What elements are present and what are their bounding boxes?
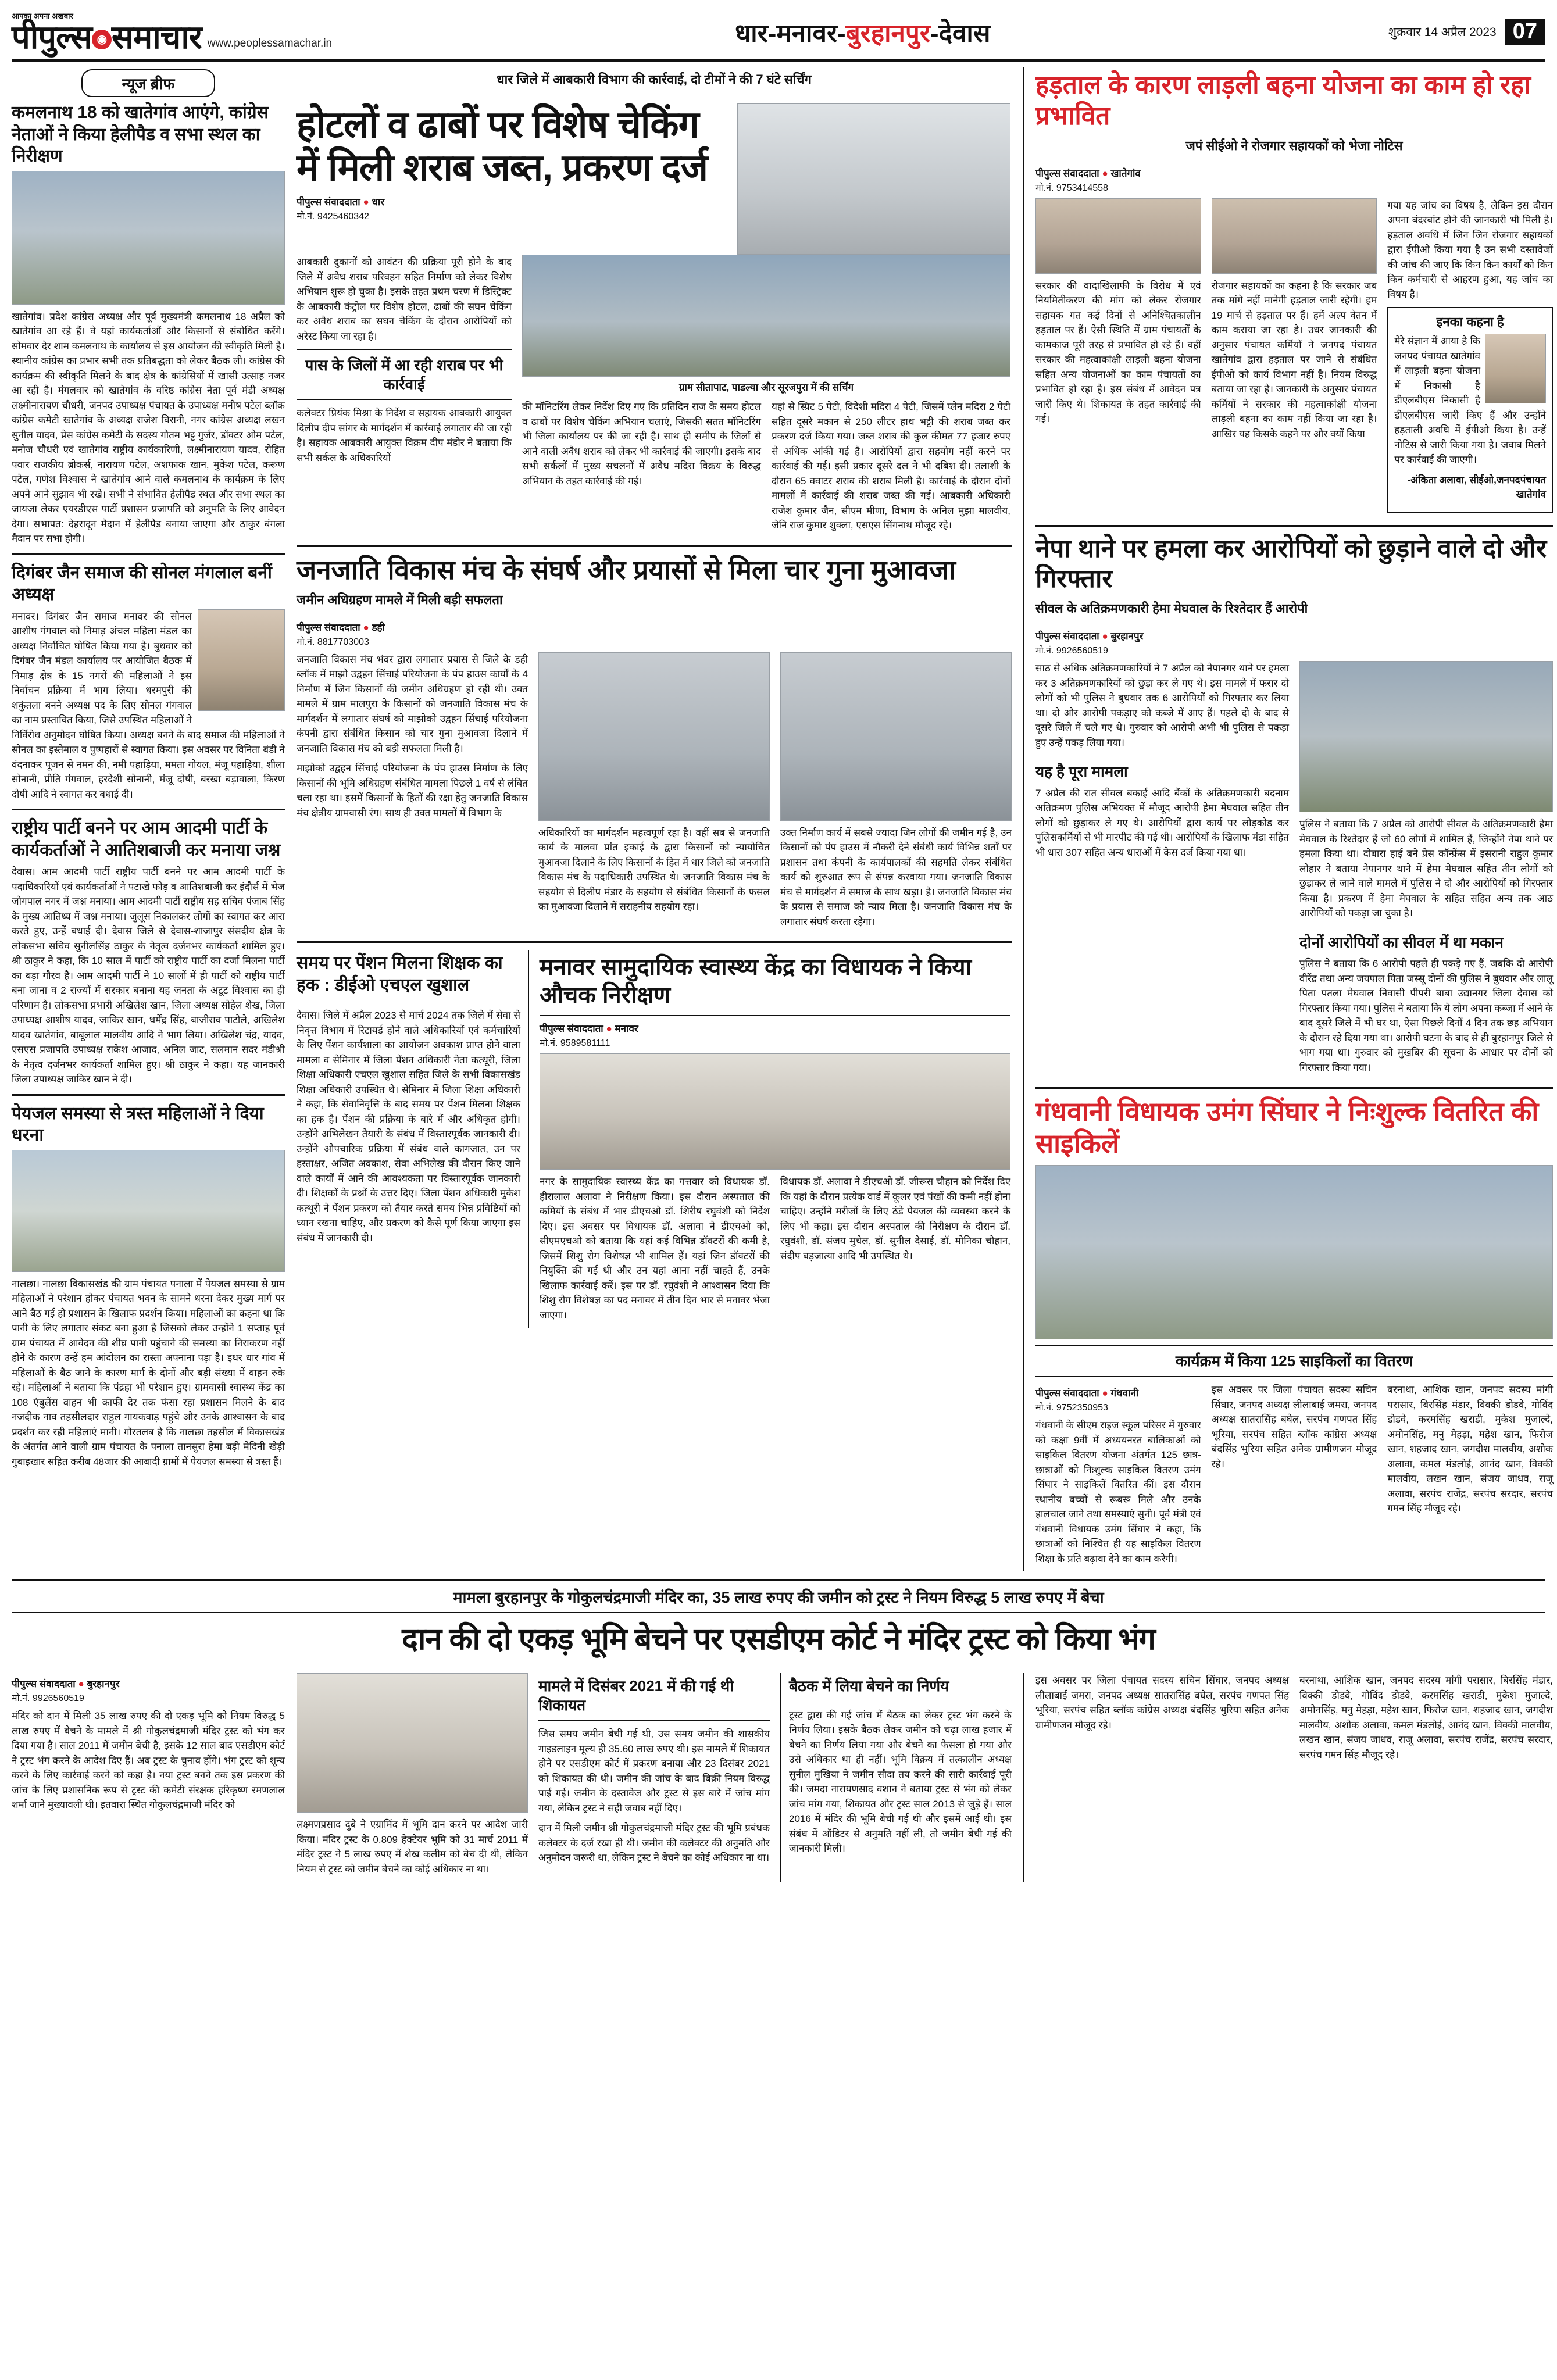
quotebox-sign: -अंकिता अलावा, सीईओ,जनपदपंचायत खातेगांव — [1407, 474, 1546, 501]
story2-mobile: मो.नं. 8817703003 — [297, 637, 369, 647]
right-story3-col1: गंधवानी के सीएम राइज स्कूल परिसर में गुरुवार को कक्षा 9वीं में अध्ययनरत बालिकाओं को साइकिल वितरण योजना अंतर्गत 125 छात्र-छात्राओं को निःशुल्क साइकिल वितरण उमंग सिंघार ने साइकिलें वितरित कीं। इस दौरान स्थानीय बच्चों से रूबरू मिले और उनके हालचाल जाने तथा समस्याएं सुनी। पूर्व मंत्री एवं गंधवानी विधायक उमंग सिंघार ने कहा, कि छात्राओं को निश्चित ही यह साइकिल वितरण शिक्षा के प्रति बढ़ावा देने का काम करेगी। — [1035, 1420, 1201, 1564]
brief2-headline[interactable]: दिगंबर जैन समाज की सोनल मंगलाल बनीं अध्यक्ष — [12, 563, 272, 604]
masthead — [12, 10, 1545, 62]
bottom-section — [12, 1579, 1553, 1882]
lead-photo-caption: ग्राम सीतापाट, पाडल्या और सूरजपुरा में की सर्चिंग — [678, 382, 854, 393]
bottom-sub3-text: ट्रस्ट द्वारा की गई जांच में बैठक का लेकर ट्रस्ट भंग करने के निर्णय लिया। इसके बैठक लेकर जमीन को चढ़ा लाख हजार में बेचने का निर्णय लिया गया और बेचने का फैसला हो गया और उसे अधिकार था ही नहीं। भूमि विक्रय में तत्कालीन अध्यक्ष सुनील मुखिया ने जमीन सौदा तय करने की सारी कार्रवाई पूरी की। जमदा नारायणसाद वशान ने बताया ट्रस्ट से भंग को लेकर जांच मांग गया, शिकायत और ट्रस्ट साल 2013 से जुड़े हैं। साल 2016 में मंदिर की भूमि बेची गई थी और इसमें आई थी। इस संबंध में ऑडिटर से अनुमति नहीं ली, तो जमीन बेची गई की जानकारी मिली। — [789, 1709, 1012, 1854]
brief3-text: देवास। आम आदमी पार्टी राष्ट्रीय पार्टी बनने पर आम आदमी पार्टी के पदाधिकारियों एवं कार्यकर्ताओं ने पटाखे फोड़ व आतिशबाजी कर इंदौर्स में भेज जोगपाल नगर में जश्न मनाया। आम आदमी पार्टी राष्ट्रीय सह सचिव पंजाब सिंह के मुख्य आतिथ्य में जश्न मनाया। जुलूस निकालकर लोगों का स्वागत कर आरा करते हुए, उन्हें बधाई दी। देवास जिले से देवास-शाजापुर संसदीय क्षेत्र के लोकसभा सचिव सुनीलसिंह ठाकुर के नेतृत्व दर्जनभर कार्यकर्ता शामिल हुए। श्री ठाकुर ने कहा, कि 10 साल में पार्टी को राष्ट्रीय पार्टी का दर्जा मिलना पार्टी का बड़ा गौरव है। आम आदमी पार्टी ने 10 सालों में ही पार्टी को राष्ट्रीय पार्टी बना जाना व 2 राज्यों में सरकार बनाना यह जनता के अटूट विश्वास का ही परिणाम है। लोकसभा प्रभारी अखिलेश खान, जिला अध्यक्ष सोहेल शेख, जिला उपाध्यक्ष आशीष यादव, जाकिर खान, धर्मेंद्र सिंह, बाजीराव पाटोले, अखिलेश यादव खातेगांव, बाबूलाल मालवीय आदि ने भाग लिया। अखिलेश चंद्र, यादव, एसएस प्रजापति उपाध्यक्ष राकेश आजाद, अनिल जाट, सलमान सदर मंडीश्री के नेतृत्व दर्जनभर कार्यकर्ता शामिल हुए। श्री ठाकुर ने कहा। यह जानकारी जिला उपाध्यक्ष जाकिर खान ने दी। — [12, 866, 285, 1085]
right-story1-mobile: मो.नं. 9753414558 — [1035, 183, 1108, 193]
story4-photo — [540, 1053, 1010, 1170]
story2-photo-2 — [780, 652, 1012, 821]
column-divider — [1023, 67, 1024, 1571]
lead-kicker: धार जिले में आबकारी विभाग की कार्रवाई, दो टीमों ने की 7 घंटे सर्चिंग — [497, 72, 812, 87]
lead-byline-name: पीपुल्स संवाददाता — [297, 196, 360, 208]
bottom-banner — [12, 1579, 1545, 1613]
right-story3-col2: इस अवसर पर जिला पंचायत सदस्य सचिन सिंघार, जनपद अध्यक्ष लीलाबाई जमरा, जनपद अध्यक्ष सातरासिंह बघेल, सरपंच गणपत सिंह भूरिया, सरपंच सहित ब्लॉक कांग्रेस अध्यक्ष बंदसिंह भुरिया सहित अनेक ग्रामीणजन मौजूद रहे। — [1211, 1384, 1377, 1470]
story2-col1b: माझोको उद्वहन सिंचाई परियोजना के पंप हाउस निर्माण के लिए किसानों की भूमि अधिग्रहण संबंधित मामला पिछले 1 वर्ष से लंबित चला रहा था। इसमें किसानों के हितों की रक्षा हेतु जनजाति विकास मंच क्षेत्रीय ग्रामवासी रंग। साथ ही उक्त मामलों में विभाग के — [297, 763, 528, 819]
logo-word-1: पीपुल्स — [12, 19, 92, 55]
right-story1-col2: रोजगार सहायकों का कहना है कि सरकार जब तक मांगे नहीं मानेगी हड़ताल जारी रहेगी। हम 19 मार्च से हड़ताल पर हैं। हमें अल्प वेतन में काम कराया जा रहा है। उधर जानकारी की अनुसार पंचायत कर्मियों ने जनपद पंचायत खातेगांव द्वारा हड़ताल पर जाने से संबंधित ईपीओ को कार्य विभाग नहीं है। नियम विरुद्ध बताया जा रहा है। जानकारी के अनुसार पंचायत कर्मियों ने सरकार की महत्वाकांक्षी योजना लाड़ली बहना का काम नहीं किया जा रहा है। आखिर यह किसके कहने पर और क्यों किया — [1211, 280, 1377, 439]
right-story3-caption: कार्यक्रम में किया 125 साइकिलों का वितरण — [1175, 1352, 1413, 1370]
right-story1-col3: गया यह जांच का विषय है, लेकिन इस दौरान अपना बंदरबांट होने की जानकारी भी मिली है। हड़ताल अवधि में जिन जिन रोजगार सहायकों द्वारा ईपीओ किया गया है उन सभी दस्तावेजों की जांच की जाए कि किन किन कार्यों को किन किन कर्मचारी से आहरण हुआ, यह जांच का विषय है। — [1387, 199, 1553, 300]
story2-col1: जनजाति विकास मंच भंवर द्वारा लगातार प्रयास से जिले के डही ब्लॉक में माझो उद्वहन सिंचाई परियोजना के पंप हाउस कार्यों के 4 निर्माण में जिन किसानों की जमीन अधिग्रहण हो रही थी। उक्त मामले में ग्राम मालपुरा के किसानों को जनजाति विकास मंच के मार्गदर्शन में लगातार संघर्ष को माझोको उद्वहन सिंचाई परियोजना कंपनी द्वारा संबंधित किसान को चार गुना मुआवजा दिलाने में जनजाति विकास मंच को बड़ी सफलता मिली है। — [297, 653, 528, 754]
right-story2-headline[interactable]: नेपा थाने पर हमला कर आरोपियों को छुड़ाने वाले दो और गिरफ्तार — [1035, 534, 1547, 594]
main-columns — [12, 67, 1553, 1571]
story4-col2: विधायक डॉ. अलावा ने डीएचओ डॉ. जीरूस चौहान को निर्देश दिए कि यहां के दौरान प्रत्येक वार्ड में कूलर एवं पंखों की कमी नहीं होना चाहिए। उन्होंने मरीजों के लिए ठंडे पेयजल की व्यवस्था करने के लिए भी कहा। इस दौरान अस्पताल की निरीक्षण के दौरान डॉ. रघुवंशी, डॉ. संजय मुचेल, डॉ. सुनील देसाई, डॉ. मोनिका चौहान, संदीप बड़जात्या आदि भी उपस्थित थे। — [780, 1176, 1010, 1262]
brief4-headline[interactable]: पेयजल समस्या से त्रस्त महिलाओं ने दिया धरना — [12, 1103, 264, 1145]
brief1-text: खातेगांव। प्रदेश कांग्रेस अध्यक्ष और पूर्व मुख्यमंत्री कमलनाथ 18 अप्रैल को खातेगांव आ रहे हैं। वे यहां कार्यकर्ताओं और किसानों से संबोधित करेंगे। सोमवार देर शाम कमलनाथ के कार्यालय से इस आयोजन की स्वीकृति मिली है। स्थानीय कांग्रेस का प्रभार सभी तक प्रतिबद्धता को लेकर बैठक ली। कांग्रेस की कार्यक्रम की स्वीकृति मिलने के बाद क्षेत्र के कांग्रेसियों में खासी उत्साह नजर आ रही है। मंगलवार को खातेगांव के वरिष्ठ कांग्रेस नेता पूर्व मंडी अध्यक्ष लक्ष्मीनारायण चौधरी, जनपद उपाध्यक्ष पंचायत के उपाध्यक्ष मनीष पटेल ब्लॉक कांग्रेस कमेटी खातेगांव के अध्यक्ष राजेश विरानी, नगर कांग्रेस अध्यक्ष लखन सुनील यादव, प्रेस कांग्रेस कमेटी के सदस्य गौतम भट्ट गुर्जर, डॉक्टर ओम पटेल, मनोज चौधरी एवं खातेगांव राष्ट्रीय कार्यकारिणी, लक्ष्मीनारायण यादव, रोहित पवार राजकीय ब्रोकर्स, नारायण पटेल, अशफाक खान, मुकेश पटेल, करूण पटेल, गणेश विश्वास ने खातेगांव आने वाले कमलनाथ के कार्यक्रम के लिए अपने आने सुझाव भी रखे। सभी ने संभावित हेलीपैड स्थल और सभा स्थल का जायजा लेकर एयरडीएस पार्टी प्रशासन प्रजापति को अनुमति के लिए आवेदन देगा। सभापत: देहरादून मैदान में हेलीपैड बनाया जाएगा और ठाकुर बंगला मैदान पर सभा होगी। — [12, 310, 285, 544]
right-story3-byline-place: गंधवानी — [1110, 1388, 1139, 1399]
lead-col1-text: आबकारी दुकानों को आवंटन की प्रक्रिया पूरी होने के बाद जिले में अवैध शराब परिवहन सहित निर्माण को लेकर विशेष अभियान शुरू हो चुका है। इसके तहत प्रथम चरण में डिस्ट्रिक्ट के आबकारी कंट्रोल पर विशेष होटल, ढाबों की सघन चेकिंग कर अवैध शराब का सघन चेकिंग के दौरान आरोपियों को अरेस्ट किया जा रहा है। — [297, 256, 512, 342]
byline-dot: ● — [1102, 167, 1108, 179]
right-story2-byline-place: बुरहानपुर — [1110, 631, 1144, 642]
bottom-sub1-title: मामले में दिसंबर 2021 में की गई थी शिकायत — [538, 1677, 734, 1714]
brief1-headline[interactable]: कमलनाथ 18 को खातेगांव आएंगे, कांग्रेस नेताओं ने किया हेलीपैड व सभा स्थल का निरीक्षण — [12, 103, 269, 166]
lead-col2-text: की मॉनिटरिंग लेकर निर्देश दिए गए कि प्रतिदिन राज के समय होटल व ढाबों पर विशेष चेकिंग अभियान चलाएं, जिसकी सतत मॉनिटरिंग भी जिला कार्यालय पर की जा रही है। साथ ही समीप के जिलों से आने वाली अवैध शराब को लेकर भी कार्रवाई की जाएगी। इसके बाद सभी सर्कलों में मुख्य सचलनों में अवैध मदिरा विक्रय के विरुद्ध अभियान के तहत कार्रवाई की गई। — [522, 401, 761, 487]
right-story2-col1: साठ से अधिक अतिक्रमणकारियों ने 7 अप्रैल को नेपानगर थाने पर हमला कर 3 अतिक्रमणकारियों को छुड़ा कर ले गए थे। इस मामले में फरार दो लोगों को भी पुलिस ने बुधवार तक 6 आरोपियों को गिरफ्तार कर लिया था। दो और आरोपी पकड़ाए को कब्जे में आए हैं। पहले दो के बाद से दूसरे जिले में चले गए थे। गुरुवार को आरोपी अभी भी पुलिस से पकड़ा हुए उन्हें पकड़ लिया गया। — [1035, 663, 1289, 748]
byline-dot: ● — [363, 621, 369, 633]
right-story2-photo — [1299, 661, 1553, 812]
story2-col2: अधिकारियों का मार्गदर्शन महत्वपूर्ण रहा है। वहीं सब से जनजाति कार्य के मालवा प्रांत इकाई के द्वारा किसानों को न्यायोचित मुआवजा दिलाने के लिए किसानों के हित में धार जिले को जनजाति विकास मंच के पदाधिकारी उपस्थित थे। जनजाति विकास मंच के सहयोग से दिलीप मंडार के सहयोग से संबंधित किसानों के फसल का मुआवजा दिलाने में सराहनीय सहयोग रहा। — [538, 827, 770, 913]
bottom-col1: मंदिर को दान में मिली 35 लाख रुपए की दो एकड़ भूमि को नियम विरुद्ध 5 लाख रुपए में बेचने के मामले में श्री गोकुलचंद्रमाजी मंदिर ट्रस्ट को भंग कर दिया गया है। साल 2011 में जमीन बेची है, इसके 12 साल बाद एसडीएम कोर्ट ने ट्रस्ट भंग करने के आदेश दिए हैं। अब ट्रस्ट के चुनाव होंगे। भंग ट्रस्ट को शून्य करने के लिए कार्रवाई करने को कहा है। नया ट्रस्ट बनने तक इस प्रकरण की जांच के लिए प्रशासनिक रूप से ट्रस्ट की कमेटी संरक्षक हरिकृष्ण रमणलाल शर्मा जाने मुख्यावली थी। इतवारा स्थित गोकुलचंद्रमाजी मंदिर को — [12, 1710, 285, 1811]
brief4-text: नालछा। नालछा विकासखंड की ग्राम पंचायत पनाला में पेयजल समस्या से ग्राम महिलाओं ने परेशान होकर पंचायत भवन के सामने धरना देकर मुख्य मार्ग पर आने बैठ गई हो प्रशासन के खिलाफ प्रदर्शन किया। महिलाओं का कहना था कि पानी के लिए लगातार संकट बना हुआ है जिसको लेकर उन्होंने 1 सप्ताह पूर्व ग्राम पंचायत में आवेदन की शीघ्र पानी पहुंचाने की समस्या का निराकरण नहीं होने के कारण उन्हें हम आंदोलन का रास्ता अपनाना पड़ा है। इधर धार गांव में महिलाओं के बैठ जाने के कारण मार्ग के दोनों और बड़ी संख्या में वाहन रुके रहे। महिलाओं ने बताया कि पंद्रहा भी परेशान हुए। ग्रामवासी स्वास्थ्य केंद्र का 108 एंबुलेंस वाहन भी काफी देर तक फंसा रहा प्रशासन मिलने के बाद नजदीक नाव तहसीलदार राहुल गायकवाड़ पहुंचे और उनके आश्वासन के बाद प्रदर्शन कर रही महिलाएं मानी। गौरतलब है कि नालछा तहसील में विकासखंड के अंतर्गत आने वाली ग्राम पंचायत के पनाला तानसुरा हेमा बड़ी मेदिनी खेड़ी गुबाइखार सहित करीब 48जार की आबादी ग्रामों में पेयजल समस्या से त्रस्त हैं। — [12, 1278, 285, 1467]
lead-mobile: मो.नं. 9425460342 — [297, 212, 369, 222]
byline-dot: ● — [606, 1023, 612, 1035]
quotebox-title: इनका कहना है — [1436, 315, 1504, 330]
byline-dot: ● — [1102, 1388, 1108, 1399]
right-story2-sub2-text: पुलिस ने बताया कि 6 आरोपी पहले ही पकड़े गए हैं, जबकि दो आरोपी वीरेंद्र तथा अन्य जयपाल पिता जस्सू दोनों की पुलिस ने बुधवार और लालू पिता पतला मेघवाल निवासी पीपरी बाबा उद्यानगर जिला देवास को गिरफ्तार किया गया। पुलिस ने बताया कि ये लोग अपना कब्जा में आने के बाद दूसरे जिले में भी घर था, ऐसा पिछले दिनों 4 दिन तक छह अभियान के दौरान रहे दिया गया था। आरोपी घटना के बाद से ही बुरहानपुर जिले से भाग गया था। गुरुवार को मुखबिर की सूचना के आधार पर दोनों को गिरफ्तार किया गया। — [1299, 958, 1553, 1073]
bottom-right-col1: इस अवसर पर जिला पंचायत सदस्य सचिन सिंघार, जनपद अध्यक्ष लीलाबाई जमरा, जनपद अध्यक्ष सातरासिंह बघेल, सरपंच गणपत सिंह भूरिया, सरपंच सहित ब्लॉक कांग्रेस अध्यक्ष बंदसिंह भुरिया सहित अनेक ग्रामीणजन मौजूद रहे। — [1035, 1675, 1289, 1731]
bottom-col2: लक्ष्मणप्रसाद दुबे ने एग्रामिंद में भूमि दान करने पर आदेश जारी किया। मंदिर ट्रस्ट के 0.809 हेक्टेयर भूमि को 31 मार्च 2011 में मंदिर ट्रस्ट ने 5 लाख रुपए में शेख कलीम को बेच दी थी, लेकिन नियम से ट्रस्ट को जमीन बेचने का कोई अधिकार ना था। — [297, 1819, 528, 1875]
bottom-headline[interactable]: दान की दो एकड़ भूमि बेचने पर एसडीएम कोर्ट ने मंदिर ट्रस्ट को किया भंग — [402, 1623, 1155, 1657]
edition-part-right: -देवास — [930, 19, 991, 48]
story2-byline-place: डही — [372, 621, 385, 633]
publication-date: शुक्रवार 14 अप्रैल 2023 — [1388, 25, 1497, 39]
masthead-right — [1388, 19, 1545, 45]
logo-superscript: आपका अपना अखबार — [12, 12, 73, 20]
brief2-portrait — [198, 609, 285, 711]
lead-col1-text-b: कलेक्टर प्रियंक मिश्रा के निर्देश व सहायक आबकारी आयुक्त दिलीप दीप सांगर के मार्गदर्शन में कार्रवाई लगातार की जा रही है। सहायक आबकारी आयुक्त विक्रम दीप मंडोर ने बताया कि सभी सर्कल के अधिकारियों — [297, 408, 512, 463]
story2-col3: उक्त निर्माण कार्य में सबसे ज्यादा जिन लोगों की जमीन गई है, उन किसानों को पंप हाउस में नौकरी देने संबंधी कार्य विभिन्न शर्तों पर प्रशासन तथा कंपनी के कार्यपालकों की सहमति लेकर संबंधित कार्य को शुरुआत रूप से संपन्न करवाया गया। जनजाति विकास मंच से मार्गदर्शन में समाज के साथ खड़ा। है। जनजाति विकास मंच के प्रयास से समाज को न्याय मिला है। जनजाति विकास मंच के लगातार संघर्ष करता रहेगा। — [780, 827, 1012, 927]
lead-headline[interactable]: होटलों व ढाबों पर विशेष चेकिंग में मिली शराब जब्त, प्रकरण दर्ज — [297, 103, 708, 188]
news-brief-label: न्यूज ब्रीफ — [81, 69, 215, 97]
story4-col1: नगर के सामुदायिक स्वास्थ्य केंद्र का गत्तवार को विधायक डॉ. हीरालाल अलावा ने निरीक्षण किया। इस दौरान अस्पताल की कमियों के संबंध में भार डीएचओ डॉ. शिरीष रघुवंशी को निर्देश दिए। इस अवसर पर विधायक डॉ. अलावा ने डीएचओ को, सीएमएचओ को बताया कि यहां कई विभिन्न डॉक्टरों की कमी है, जिसमें शिशु रोग विशेषज्ञ भी शामिल हैं। यहां जिन डॉक्टरों की नियुक्ति की गई थी और उन यहां आना नहीं चाहते हैं, उनके खिलाफ कार्रवाई करें। इस पर डॉ. रघुवंशी ने आश्वासन दिया कि शिशु रोग विशेषज्ञ का पद मनावर में तीन दिन भार से मनावर भेजा जाएगा। — [540, 1176, 770, 1321]
website-url[interactable]: www.peoplessamachar.in — [207, 37, 333, 49]
story4-byline-place: मनावर — [615, 1023, 638, 1035]
column-left — [12, 67, 285, 1571]
column-right — [1035, 67, 1553, 1571]
page-number: 07 — [1505, 19, 1545, 45]
bottom-col-right — [1035, 1673, 1553, 1882]
story4-headline[interactable]: मनावर सामुदायिक स्वास्थ्य केंद्र का विधायक ने किया औचक निरीक्षण — [540, 955, 972, 1009]
right-story3-byline — [1035, 1386, 1201, 1399]
bottom-mobile: मो.नं. 9926560519 — [12, 1693, 84, 1704]
right-story3-mobile: मो.नं. 9752350953 — [1035, 1403, 1108, 1413]
quotebox-portrait — [1485, 334, 1546, 403]
story4-byline — [540, 1021, 1010, 1035]
bottom-right-col2: बरनाथा, आशिक खान, जनपद सदस्य मांगी परासार, बिरसिंह मंडार, विक्की डोडवे, गोविंद डोडवे, करमसिंह खराडी, मुकेश मुजाल्दे, अमोनसिंह, मनु मेहड़ा, महेश खान, फिरोज खान, शहजाद खान, जगदीश मालवीय, अशोक अलावा, कमल मंडलोई, आनंद खान, विक्की मालवीय, लखन खान, संजय जाधव, राजू अलावा, सरपंच राजेंद्र, सरपंच सरदार, सरपंच गमन सिंह मौजूद रहे। — [1299, 1675, 1553, 1760]
brief2-text: मनावर। दिगंबर जैन समाज मनावर की सोनल आशीष गंगवाल को निमाड़ अंचल महिला मंडल का अध्यक्ष निर्वाचित घोषित किया गया है। बुधवार को दिगंबर जैन मंडल कार्यालय पर आयोजित बैठक में निमाड़ क्षेत्र के 15 नगरों की महिलाओं ने इस निर्वाचन प्रक्रिया में भाग लिया। धरमपुरी की शकुंतला बनने अध्यक्ष पद के लिए सोनल गंगवाल का नाम प्रस्तावित किया, जिसे उपस्थित महिलाओं ने निर्विरोध अनुमोदन घोषित किया। अध्यक्ष बनने के बाद समाज की महिलाओं ने सोनल का इस्तेमाल व पुष्पहारों से स्वागत किया। इस अवसर पर विनिता बंडी ने वंदनाकर पूजन से नमन की, नमी पहाड़िया, ममता गोयल, मंजू पहाड़िया, शीला सोनानी, प्रीति गंगवाल, हरदेशी सोनानी, मंजू दोषी, बरखा बड़ावाला, किरण दोषी आदि ने स्वागत कर बधाई दी। — [12, 610, 285, 800]
globe-icon: ◉ — [92, 30, 112, 49]
right-story1-byline-place: खातेगांव — [1110, 167, 1141, 179]
story3-headline[interactable]: समय पर पेंशन मिलना शिक्षक का हक : डीईओ एचएल खुशाल — [297, 953, 503, 995]
story4-mobile: मो.नं. 9589581111 — [540, 1038, 610, 1049]
newspaper-logo — [12, 10, 337, 53]
story2-kicker: जमीन अधिग्रहण मामले में मिली बड़ी सफलता — [297, 592, 503, 607]
right-story2-byline-name: पीपुल्स संवाददाता — [1035, 631, 1099, 642]
brief4-photo — [12, 1150, 285, 1272]
right-story2-byline — [1035, 629, 1553, 642]
bottom-photo — [297, 1673, 528, 1813]
lead-photo — [737, 103, 1010, 255]
right-story1-col1: सरकार की वादाखिलाफी के विरोध में एवं नियमितीकरण की मांग को लेकर रोजगार सहायक गत कई दिनों से अनिश्चितकालीन हड़ताल पर हैं। ऐसी स्थिति में ग्राम पंचायतों के कामकाज पूरी तरह से प्रभावित हो रहे हैं। वहीं सरकार की महत्वाकांक्षी लाड़ली बहना योजना सहित अन्य योजनाओं का काम पंचायतों का प्रभावित हो रहा है। इस संबंध में आवेदन पत्र जारी किए थे। शिकायत के तहत कार्रवाई की गई। — [1035, 280, 1201, 425]
byline-dot: ● — [1102, 631, 1108, 642]
right-story2-col2: पुलिस ने बताया कि 7 अप्रैल को आरोपी सीवल के अतिक्रमणकारी हेमा मेघवाल के रिश्तेदार हैं जो 60 लोगों में शामिल हैं, जिन्होंने नेपा थाने पर हमला किया था। दोबारा हाई बने प्रेस कॉन्फ्रेंस में इसरानी राहुल कुमार लोहार ने बताया नेपानगर थाने में हेमा मेघवाल सहित तीन लोगों को छुड़ाकर ले जाने वाले मामले में पुलिस ने दो और आरोपियों को गिरफ्तार किया है। प्रकरण में हेमा मेघवाल के सहित सहित अन्य तक आठ आरोपियों को पकड़ा जा चुका है। — [1299, 819, 1553, 919]
edition-part-left: धार-मनावर- — [735, 19, 846, 48]
byline-dot: ● — [78, 1678, 84, 1690]
story2-byline — [297, 620, 1012, 634]
lead-byline-place: धार — [372, 196, 385, 208]
quotebox-text: मेरे संज्ञान में आया है कि जनपद पंचायत खातेगांव में लाड़ली बहना योजना में निकासी है डीएलबीएस निकासी है डीएलबीएस जारी किए हैं और उन्होंने हड़ताली अवधि में ईपीओ किया है। उन्हें नोटिस से जारी किया गया है। जवाब मिलने पर कार्रवाई की जाएगी। — [1394, 335, 1546, 466]
lead-col2-text-b: यहां से स्प्रिट 5 पेटी, विदेशी मदिरा 4 पेटी, जिसमें प्लेन मदिरा 2 पेटी सहित दूसरे मकान से 250 लीटर हाथ भट्टी की शराब जब्त कर प्रकरण दर्ज किया गया। जब्त शराब की कुल कीमत 77 हजार रुपए से अधिक आंकी गई है। आरोपियों द्वारा सहयोग नहीं करने पर कार्रवाई की गई। इसी प्रकार दूसरे दल ने भी दबिश दी। तलाशी के दौरान 65 क्वाटर शराब की शराब मिली है। कार्रवाई के दौरान दोनों मामलों में कार्रवाई की शराब जब्त की गई। आबकारी अधिकारी राजेश कुमार जैन, सीएम मीणा, विभाग के अनिल मुझा मालवीय, जेनि राज कुमार शुक्ला, एसएस सिंगनाथ मौजूद रहे। — [772, 401, 1010, 531]
story3-text: देवास। जिले में अप्रैल 2023 से मार्च 2024 तक जिले में सेवा से निवृत्त विभाग में रिटायर्ड होने वाले अधिकारियों एवं कर्मचारियों के लिए पेंशन कार्यशाला का आयोजन अवकाश प्राप्त होने वाला मामला व सेमिनार में जिला पेंशन अधिकारी नेता कत्थूरी, जिला शिक्षा अधिकारी एचएल खुशाल सहित जिले के सभी विकासखंड शिक्षा अधिकारी उपस्थित थे। सेमिनार में जिला शिक्षा अधिकारी ने कहा, कि सेवानिवृत्ति के बाद समय पर पेंशन मिलना शिक्षक का हक है। पेंशन की प्रक्रिया के बारे में और अधिकृत होगी। उन्होंने अभिलेखन तैयारी के संबंध में विस्तारपूर्वक जानकारी दी। उन्होंने औपचारिक प्रक्रिया में संबंध वाले कागजात, उन पर हस्ताक्षर, अजित अवकाश, सेवा अभिलेख की दौरान किए जाने वाले कार्यों में आने की आवश्यकता पर विस्तारपूर्वक जानकारी दी। शिक्षकों के प्रश्नों के उत्तर दिए। जिला पेंशन अधिकारी मुकेश कत्थूरी ने पेंशन प्रकरण को तैयार करते समय भिन्न प्रविष्टियों को ध्यान रखना चाहिए, और प्रकरण को कैसे पूर्ण किया जाएगा इस संबंध में जानकारी दी। — [297, 1010, 520, 1243]
right-story3-photo — [1035, 1165, 1553, 1339]
right-story3-byline-name: पीपुल्स संवाददाता — [1035, 1388, 1099, 1399]
lead-photo-2 — [522, 255, 1010, 377]
story2-photo — [538, 652, 770, 821]
bottom-sub3-title: बैठक में लिया बेचने का निर्णय — [789, 1677, 949, 1695]
right-story3-headline[interactable]: गंधवानी विधायक उमंग सिंघार ने निःशुल्क वितरित की साइकिलें — [1035, 1096, 1539, 1159]
bottom-byline — [12, 1677, 285, 1690]
bottom-sub2-text: दान में मिली जमीन श्री गोकुलचंद्रमाजी मंदिर ट्रस्ट की भूमि प्रबंधक कलेक्टर के दर्ज रखा ही थी। जमीन की कलेक्टर की अनुमति और अनुमोदन जरूरी था, लेकिन ट्रस्ट ने बेचने का कोई अधिकार ना था। — [538, 1822, 770, 1864]
right-story2-sub2-title: दोनों आरोपियों का सीवल में था मकान — [1299, 933, 1504, 951]
brief3-headline[interactable]: राष्ट्रीय पार्टी बनने पर आम आदमी पार्टी के कार्यकर्ताओं ने आतिशबाजी कर मनाया जश्न — [12, 819, 281, 860]
right-story1-headline[interactable]: हड़ताल के कारण लाड़ली बहना योजना का काम हो रहा प्रभावित — [1035, 71, 1531, 130]
bottom-byline-place: बुरहानपुर — [87, 1678, 120, 1690]
right-story2-mobile: मो.नं. 9926560519 — [1035, 646, 1108, 656]
story2-headline[interactable]: जनजाति विकास मंच के संघर्ष और प्रयासों से मिला चार गुना मुआवजा — [297, 554, 956, 585]
right-story1-photo — [1035, 198, 1201, 274]
logo-text — [12, 19, 202, 55]
right-story1-byline — [1035, 166, 1553, 180]
right-story2-sub1-text: 7 अप्रैल की रात सीवल बकाई आदि बैंकों के अतिक्रमणकारी बदनाम अतिक्रमण पुलिस अभियक्त में मौजूद आरोपी हेमा मेघवाल सहित तीन लोगों को छुड़ाकर ले गए थे। आरोपियों द्वारा कार्य पर लोड़कोड कर पुलिसकर्मियों से भी मारपीट की गई थी। आरोपियों के खिलाफ मंडा सहित भी धारा 307 सहित अन्य धाराओं में केस दर्ज किया गया था। — [1035, 787, 1289, 858]
bottom-col-left — [12, 1673, 285, 1882]
bottom-sub1-text: जिस समय जमीन बेची गई थी, उस समय जमीन की शासकीय गाइडलाइन मूल्य ही 35.60 लाख रुपए थी। इस मामले में शिकायत होने पर एसडीएम कोर्ट में प्रकरण बनाया और 23 दिसंबर 2021 को शिकायत की थी। जमीन की जांच के बाद बिक्री नियम विरुद्ध पाई गई। जमीन के दस्तावेज और ट्रस्ट से इस बारे में जांच मांग गया, लेकिन ट्रस्ट ने सही जवाब नहीं दिए। — [538, 1728, 770, 1814]
brief1-photo — [12, 171, 285, 305]
story2-byline-name: पीपुल्स संवाददाता — [297, 621, 360, 633]
right-story2-kicker: सीवल के अतिक्रमणकारी हेमा मेघवाल के रिश्तेदार हैं आरोपी — [1035, 601, 1308, 616]
lead-byline — [297, 195, 727, 208]
story4-byline-name: पीपुल्स संवाददाता — [540, 1023, 603, 1035]
bottom-column-divider — [1023, 1673, 1024, 1882]
lead-sub-headline: पास के जिलों में आ रही शराब पर भी कार्रवाई — [305, 356, 503, 393]
bottom-byline-name: पीपुल्स संवाददाता — [12, 1678, 76, 1690]
edition-title — [337, 15, 1388, 49]
edition-part-red: बुरहानपुर — [845, 19, 930, 48]
column-center — [297, 67, 1012, 1571]
logo-word-2: समाचार — [111, 19, 202, 55]
byline-dot: ● — [363, 196, 369, 208]
bottom-col-center — [297, 1673, 1012, 1882]
right-story1-kicker: जपं सीईओ ने रोजगार सहायकों को भेजा नोटिस — [1185, 138, 1403, 153]
right-story2-sub1-title: यह है पूरा मामला — [1035, 763, 1128, 781]
bottom-banner-text: मामला बुरहानपुर के गोकुलचंद्रमाजी मंदिर का, 35 लाख रुपए की जमीन को ट्रस्ट ने नियम विरुद्ध 5 लाख रुपए में बेचा — [453, 1589, 1104, 1607]
right-story3-names: बरनाथा, आशिक खान, जनपद सदस्य मांगी परासार, बिरसिंह मंडार, विक्की डोडवे, गोविंद डोडवे, करमसिंह खराडी, मुकेश मुजाल्दे, अमोनसिंह, मनु मेहड़ा, महेश खान, फिरोज खान, शहजाद खान, जगदीश मालवीय, अशोक अलावा, कमल मंडलोई, आनंद खान, विक्की मालवीय, लखन खान, संजय जाधव, राजू अलावा, सरपंच राजेंद्र, सरपंच सरदार, सरपंच गमन सिंह मौजूद रहे। — [1387, 1384, 1553, 1514]
right-story1-byline-name: पीपुल्स संवाददाता — [1035, 167, 1099, 179]
right-story1-photo-2 — [1212, 198, 1377, 274]
right-story1-quotebox — [1387, 307, 1553, 513]
